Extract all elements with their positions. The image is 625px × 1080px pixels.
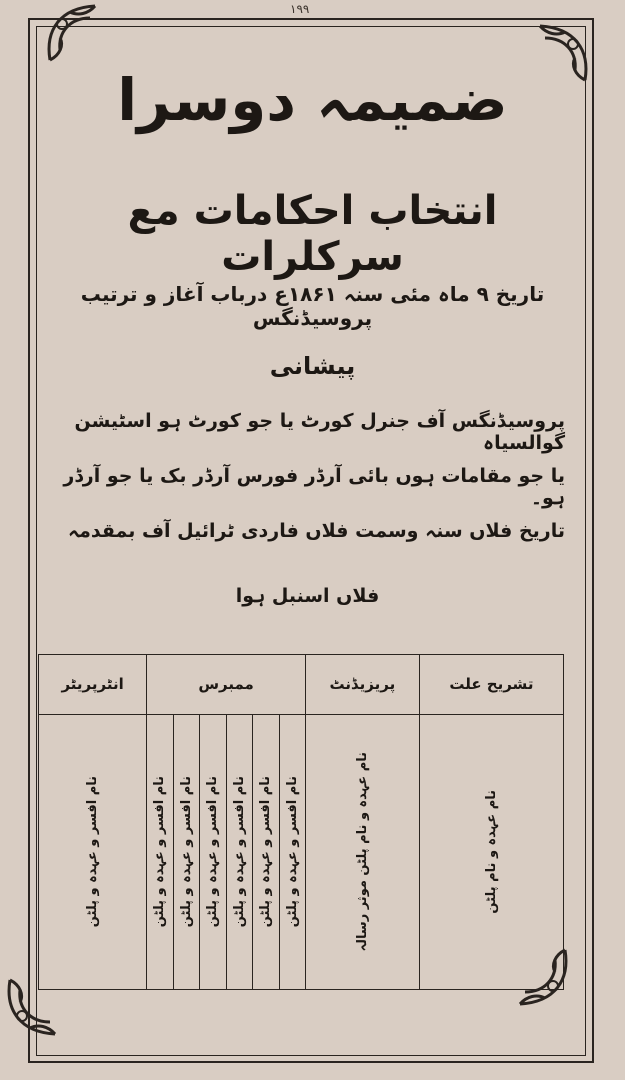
cell-text: نام عہدہ و نام پلٹن — [483, 790, 499, 914]
cell-text: نام افسر و عہدہ و پلٹن — [258, 776, 274, 928]
table-cell — [253, 714, 279, 989]
cell-text: نام افسر و عہدہ و پلٹن — [284, 776, 300, 928]
cell-text: نام افسر و عہدہ و پلٹن — [231, 776, 247, 928]
document-title: ضمیمہ دوسرا — [117, 66, 508, 134]
body-line: پروسیڈنگس آف جنرل کورٹ یا جو کورٹ ہو اسٹیشن گوالسیاہ — [74, 410, 565, 454]
table-cell — [305, 714, 419, 989]
document-subtitle: انتخاب احکامات مع سرکلرات — [127, 188, 498, 280]
body-line: تاریخ فلاں سنہ وسمت فلاں فاردی ٹرائیل آف بمقدمہ — [67, 520, 565, 542]
table-cell — [39, 714, 147, 989]
header-president: پریزیڈنٹ — [305, 655, 419, 715]
table-cell — [226, 714, 252, 989]
cell-text: نام افسر و عہدہ و پلٹن — [152, 776, 168, 928]
header-interpreter: انٹرپریٹر — [39, 655, 147, 715]
section-heading: پیشانی — [269, 352, 356, 380]
date-line: تاریخ ۹ ماہ مئی سنہ ۱۸۶۱ع درباب آغاز و ترتیب پروسیڈنگس — [80, 282, 545, 330]
corner-ornament-top-left — [40, 0, 106, 66]
cell-text: نام افسر و عہدہ و پلٹن — [178, 776, 194, 928]
table-cell — [419, 714, 563, 989]
table-cell — [200, 714, 226, 989]
proceedings-table — [38, 654, 564, 990]
body-line: یا جو مقامات ہوں بائی آرڈر فورس آرڈر بک یا جو آرڈر ہو۔ — [63, 465, 565, 509]
cell-text: نام عہدہ و نام پلٹن موثر رسالہ — [354, 752, 370, 952]
table-cell — [279, 714, 305, 989]
cell-text: نام افسر و عہدہ و پلٹن — [85, 776, 101, 928]
table-cell — [173, 714, 199, 989]
table-header-row — [39, 655, 564, 715]
header-members: ممبرس — [147, 655, 306, 715]
header-explanation: تشریح علت — [419, 655, 563, 715]
table-row — [39, 714, 564, 989]
body-line: فلاں اسنبل ہوا — [235, 585, 380, 607]
table-cell — [147, 714, 173, 989]
cell-text: نام افسر و عہدہ و پلٹن — [205, 776, 221, 928]
page-number: ۱۹۹ — [290, 2, 310, 16]
